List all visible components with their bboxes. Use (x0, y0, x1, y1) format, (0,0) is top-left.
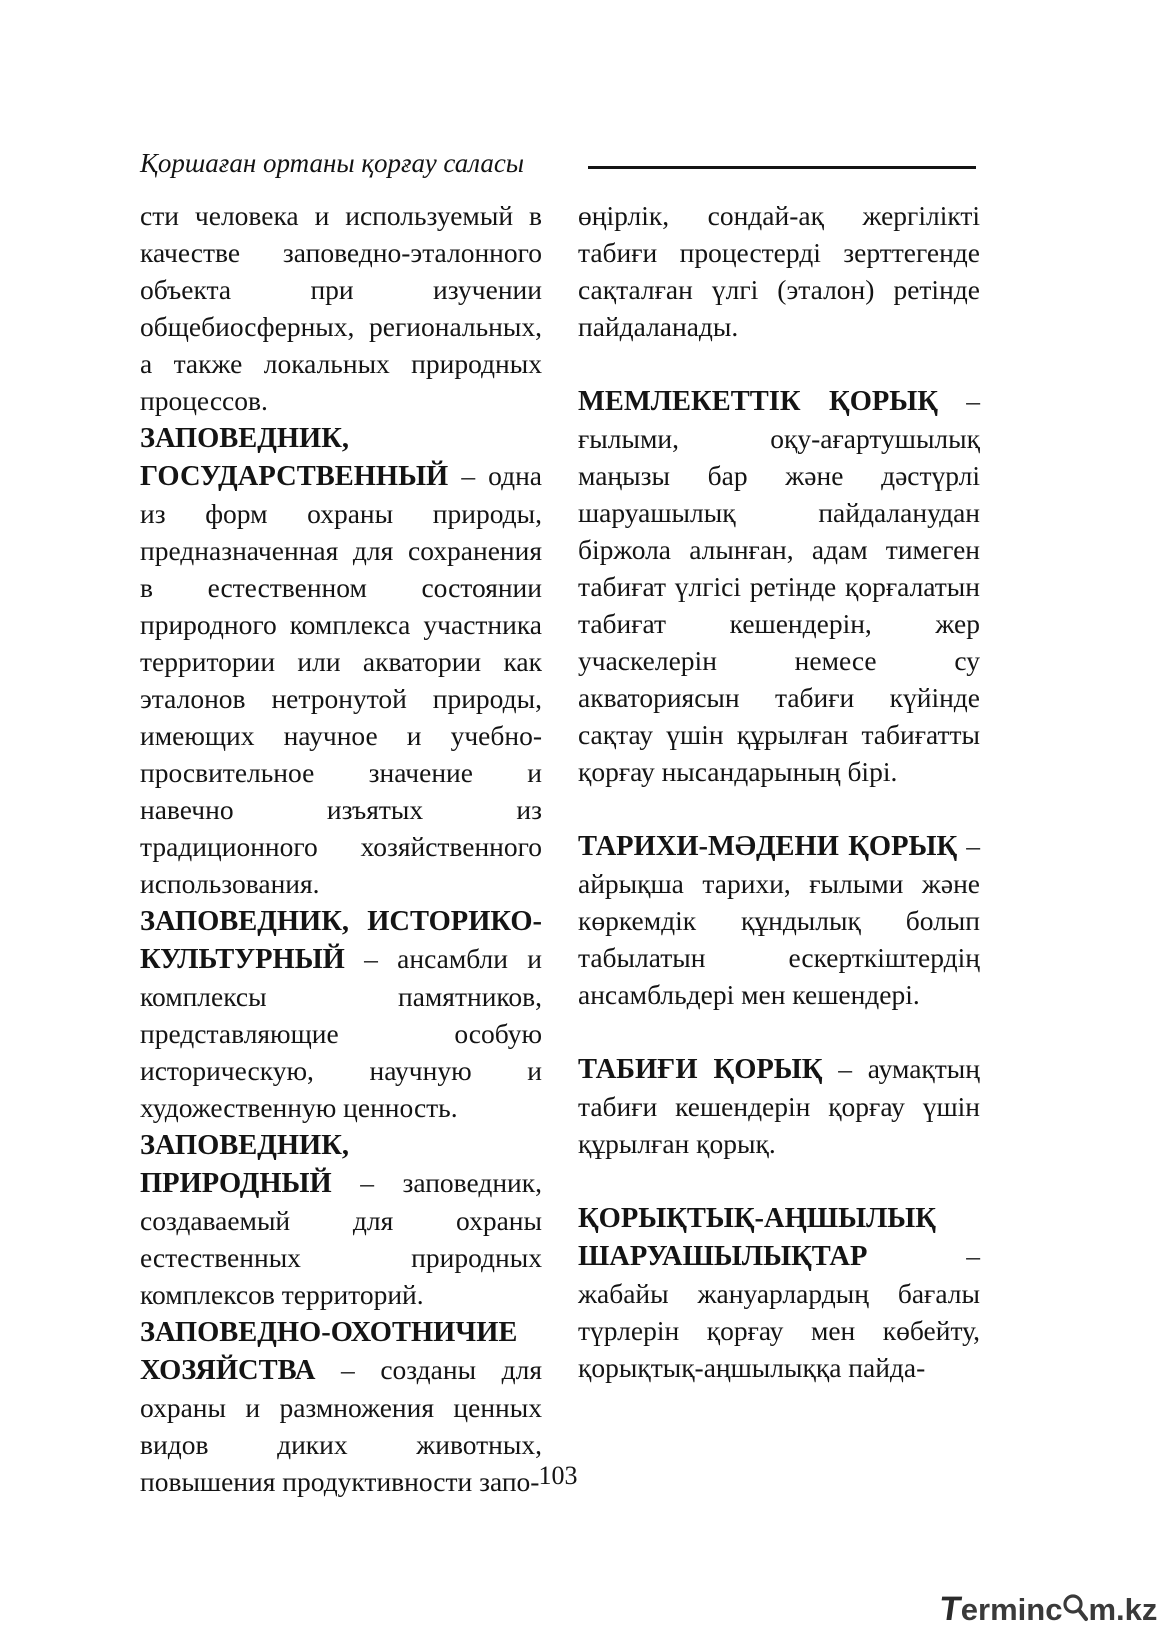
left-column (140, 197, 542, 1500)
dictionary-entry (578, 197, 980, 345)
entry-term: ЗАПОВЕДНИК, ПРИРОДНЫЙ (140, 1130, 350, 1199)
entry-term: ТАРИХИ-МӘДЕНИ ҚОРЫҚ (578, 831, 958, 862)
entry-term: ЗАПОВЕДНО-ОХОТНИЧИЕ ХОЗЯЙСТВА (140, 1317, 518, 1386)
entry-definition: – заповедник, создаваемый для охраны естественных природных комплексов территорий. (140, 1167, 542, 1310)
dictionary-entry (140, 419, 542, 902)
dictionary-entry (578, 1199, 980, 1386)
entry-definition: сти человека и используемый в качестве заповедно-эталонного объекта при изучении общебиосферных, региональных, а также локальных природных процессов. (140, 200, 542, 416)
entry-definition: – ансамбли и комплексы памятников, представляющие особую историческую, научную и художественную ценность. (140, 943, 542, 1123)
entry-term: МЕМЛЕКЕТТІК ҚОРЫҚ (578, 386, 938, 417)
watermark-letter-t: T (937, 1590, 964, 1628)
running-header (140, 146, 976, 186)
dictionary-entry (578, 382, 980, 790)
watermark-text-part: erminc (960, 1592, 1063, 1627)
entry-term: ҚОРЫҚТЫҚ-АҢШЫЛЫҚ ШАРУАШЫЛЫҚТАР (578, 1203, 936, 1272)
entry-definition: – одна из форм охраны природы, предназначенная для сохранения в естественном состоянии природного комплекса участника территории или акватории как эталонов нетронутой природы, имеющих научное и учебно-просвительное значение и навечно изъятых из традиционного хозяйственного использования. (140, 460, 543, 899)
header-rule (588, 166, 976, 169)
entry-definition: өңірлік, сондай-ақ жергілікті табиғи процестерді зерттегенде сақталған үлгі (эталон) ретінде пайдаланады. (578, 200, 980, 342)
entry-term: ТАБИҒИ ҚОРЫҚ (578, 1054, 823, 1085)
entry-definition: – жабайы жануарлардың бағалы түрлерін қорғау мен көбейту, қорықтық-аңшылыққа пайда- (578, 1240, 980, 1383)
entry-term: ЗАПОВЕДНИК, ГОСУДАРСТВЕННЫЙ (140, 423, 449, 492)
watermark-text-part: m.kz (1088, 1592, 1158, 1627)
page-number: 103 (538, 1461, 578, 1490)
magnifier-icon (1062, 1592, 1088, 1631)
entry-definition: – созданы для охраны и размножения ценных видов диких животных, повышения продуктивности запо- (140, 1354, 543, 1497)
entry-term: ЗАПОВЕДНИК, ИСТОРИКО-КУЛЬТУРНЫЙ (140, 906, 542, 975)
entry-definition: – аумақтың табиғи кешендерін қорғау үшін құрылған қорық. (578, 1053, 980, 1159)
dictionary-entry (140, 902, 542, 1126)
entry-definition: – айрықша тарихи, ғылыми және көркемдік құндылық болып табылатын ескерткіштердің ансамбльдері мен кешендері. (578, 830, 981, 1010)
dictionary-entry (140, 197, 542, 419)
running-header-title: Қоршаған ортаны қорғау саласы (140, 148, 525, 178)
entry-definition: – ғылыми, оқу-ағартушылық маңызы бар және дәстүрлі шаруашылық пайдаланудан біржола алынған, адам тимеген табиғат үлгісі ретінде қорғалатын табиғат кешендерін, жер учаскелерін немесе су акваториясын табиғи күйінде сақтау үшін құрылған табиғатты қорғау нысандарының бірі. (578, 385, 980, 787)
site-watermark (937, 1590, 1158, 1628)
dictionary-entry (140, 1126, 542, 1313)
dictionary-entry (578, 827, 980, 1013)
right-column (578, 197, 980, 1423)
dictionary-entry (578, 1050, 980, 1162)
